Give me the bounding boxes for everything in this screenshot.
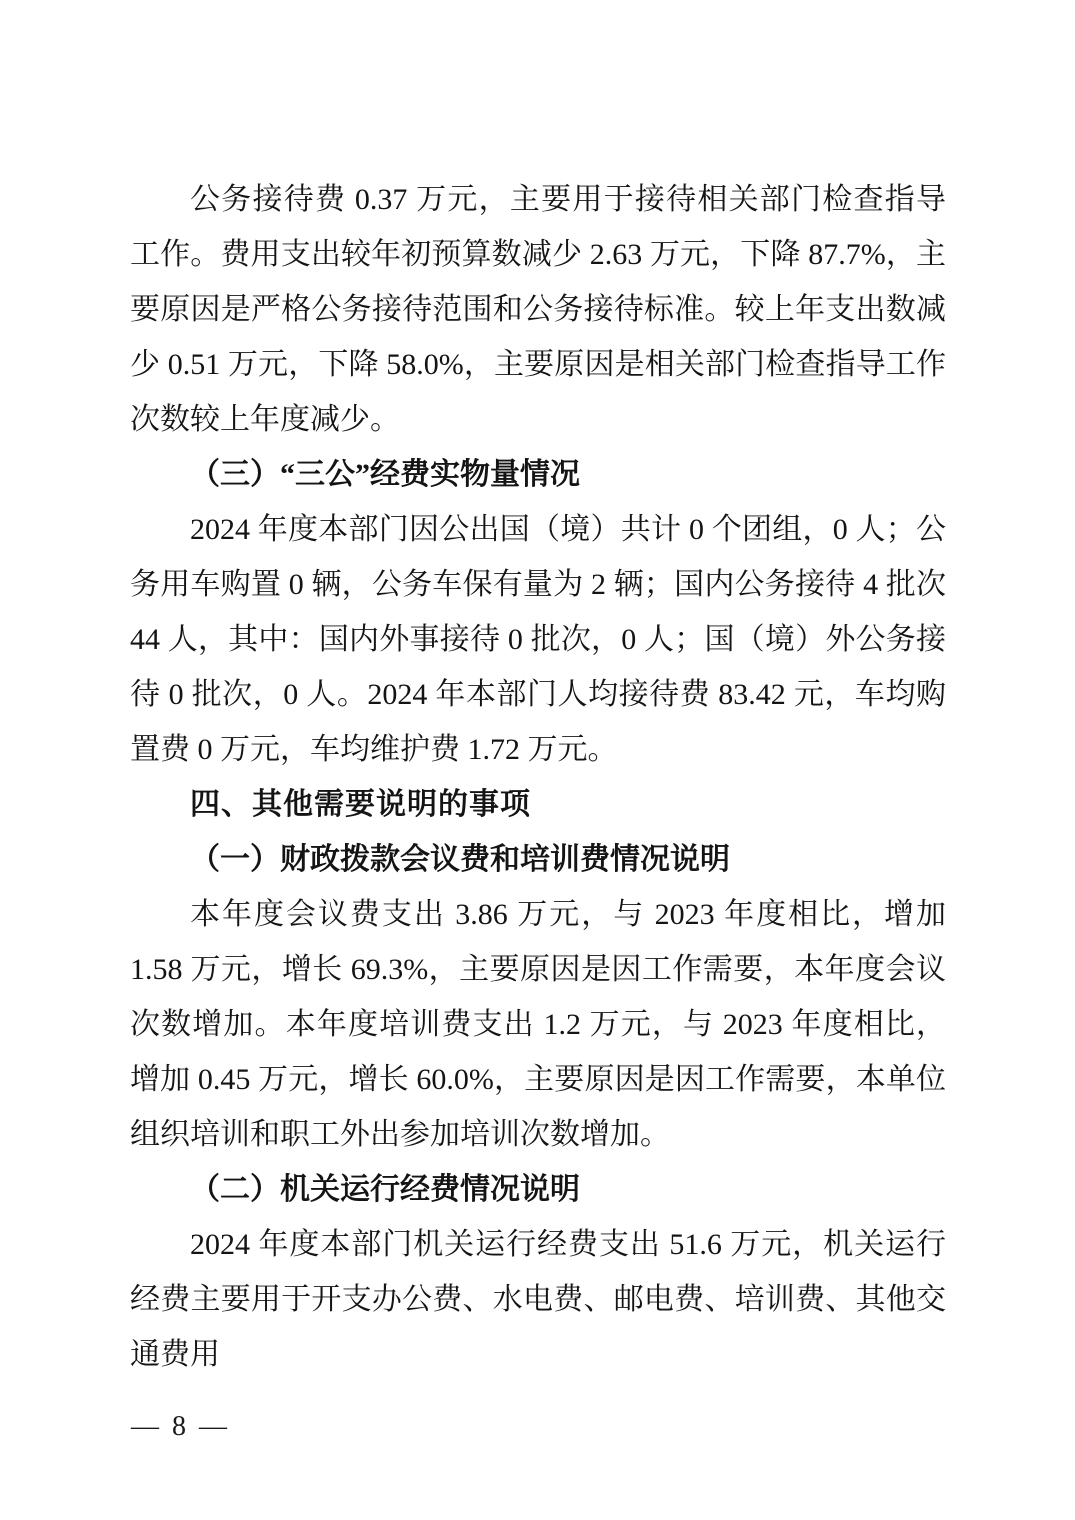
heading-section-one-meeting-training: （一）财政拨款会议费和培训费情况说明 (190, 843, 730, 876)
paragraph-operation-expense: 2024 年度本部门机关运行经费支出 51.6 万元，机关运行经费主要用于开支办公费、水电费、邮电费、培训费、其他交通费用 (130, 1228, 946, 1371)
heading-section-three-physical-quantity: （三）“三公”经费实物量情况 (190, 458, 580, 491)
paragraph-meeting-training: 本年度会议费支出 3.86 万元，与 2023 年度相比，增加 1.58 万元，增长 69.3%，主要原因是因工作需要，本年度会议次数增加。本年度培训费支出 1.2 万元，与 2023 年度相比，增加 0.45 万元，增长 60.0%，主要原因是因工作需要，本单位组织培训和职工外出参加培训次数增加。 (130, 898, 946, 1151)
paragraph-physical-quantity: 2024 年度本部门因公出国（境）共计 0 个团组，0 人；公务用车购置 0 辆，公务车保有量为 2 辆；国内公务接待 4 批次 44 人，其中：国内外事接待 0 批次，0 人；国（境）外公务接待 0 批次，0 人。2024 年本部门人均接待费 83.42 元，车均购置费 0 万元，车均维护费 1.72 万元。 (130, 513, 946, 766)
heading-part-four-other-matters: 四、其他需要说明的事项 (190, 788, 531, 821)
page-number: — 8 — (131, 1411, 230, 1442)
heading-section-two-operation-expense: （二）机关运行经费情况说明 (190, 1173, 580, 1206)
document-body (130, 172, 946, 1382)
paragraph-reception-fee: 公务接待费 0.37 万元，主要用于接待相关部门检查指导工作。费用支出较年初预算数减少 2.63 万元，下降 87.7%，主要原因是严格公务接待范围和公务接待标准。较上年支出数减少 0.51 万元，下降 58.0%，主要原因是相关部门检查指导工作次数较上年度减少。 (130, 183, 946, 436)
